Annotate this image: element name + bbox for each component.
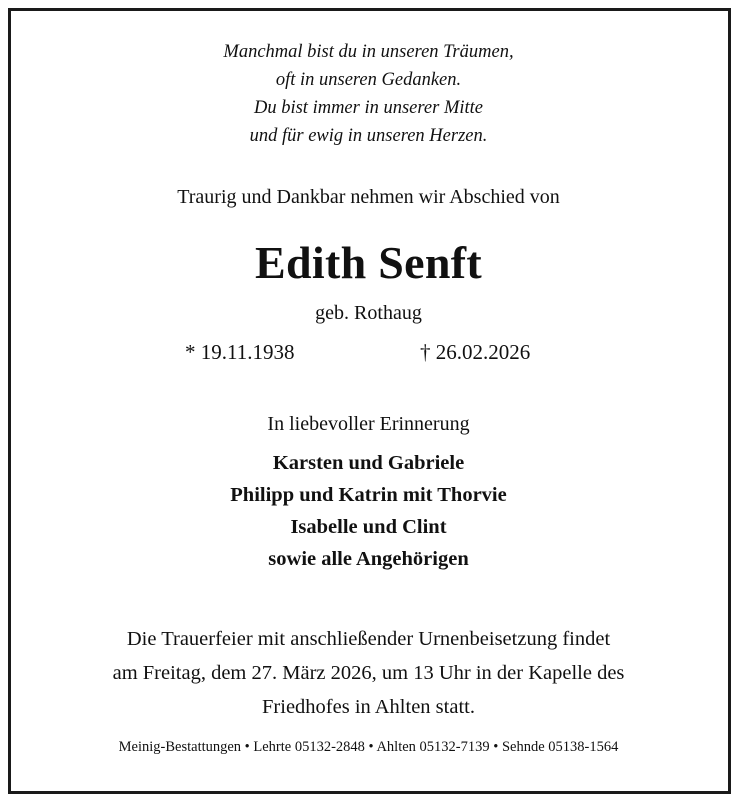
deceased-name: Edith Senft	[255, 237, 482, 288]
mourner-line: Philipp und Katrin mit Thorvie	[230, 484, 507, 506]
death-date: † 26.02.2026	[420, 340, 531, 364]
poem-line: Du bist immer in unserer Mitte	[253, 98, 483, 118]
mourner-line: Isabelle und Clint	[290, 516, 447, 538]
service-line: Friedhofes in Ahlten statt.	[262, 696, 475, 718]
poem-line: und für ewig in unseren Herzen.	[249, 126, 488, 146]
poem-line: Manchmal bist du in unseren Träumen,	[223, 42, 514, 62]
birth-name: geb. Rothaug	[315, 302, 422, 324]
memory-line: In liebevoller Erinnerung	[267, 413, 470, 435]
poem-line: oft in unseren Gedanken.	[275, 70, 462, 90]
service-line: Die Trauerfeier mit anschließender Urnenbeisetzung findet	[126, 628, 611, 650]
funeral-home-contact: Meinig-Bestattungen • Lehrte 05132-2848 • Ahlten 05132-7139 • Sehnde 05138-1564	[118, 739, 619, 755]
mourner-line: Karsten und Gabriele	[272, 452, 465, 474]
service-line: am Freitag, dem 27. März 2026, um 13 Uhr in der Kapelle des	[112, 662, 625, 684]
farewell-intro: Traurig und Dankbar nehmen wir Abschied von	[177, 186, 560, 208]
birth-date: * 19.11.1938	[185, 340, 295, 364]
mourner-line: sowie alle Angehörigen	[268, 548, 469, 570]
